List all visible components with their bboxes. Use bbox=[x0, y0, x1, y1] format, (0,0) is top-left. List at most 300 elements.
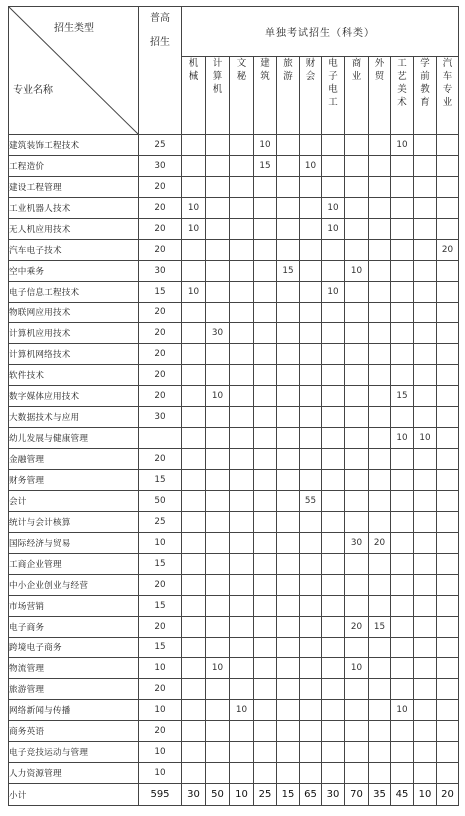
category-value bbox=[391, 616, 414, 637]
category-value bbox=[206, 574, 230, 595]
category-value bbox=[277, 302, 300, 323]
category-value bbox=[277, 742, 300, 763]
major-name: 电子商务 bbox=[9, 616, 139, 637]
category-value bbox=[206, 302, 230, 323]
category-value bbox=[254, 511, 277, 532]
category-header: 汽 车 专 业 bbox=[437, 57, 459, 135]
category-value bbox=[277, 135, 300, 156]
category-value bbox=[230, 658, 254, 679]
table-row bbox=[9, 428, 459, 449]
category-value bbox=[345, 763, 369, 784]
type-label: 招生类型 bbox=[54, 23, 94, 34]
category-value bbox=[369, 155, 391, 176]
category-value bbox=[437, 386, 459, 407]
general-exam-value: 15 bbox=[139, 637, 182, 658]
major-name: 工业机器人技术 bbox=[9, 197, 139, 218]
category-value: 10 bbox=[206, 386, 230, 407]
category-value bbox=[414, 470, 437, 491]
category-value bbox=[277, 428, 300, 449]
category-value bbox=[414, 637, 437, 658]
category-value bbox=[230, 176, 254, 197]
category-value bbox=[254, 218, 277, 239]
category-value: 10 bbox=[230, 700, 254, 721]
category-value bbox=[206, 239, 230, 260]
category-value bbox=[322, 658, 345, 679]
general-exam-value: 20 bbox=[139, 176, 182, 197]
category-header: 财 会 bbox=[300, 57, 322, 135]
major-name: 旅游管理 bbox=[9, 679, 139, 700]
category-value bbox=[322, 344, 345, 365]
general-exam-value: 20 bbox=[139, 449, 182, 470]
category-value bbox=[345, 470, 369, 491]
category-value bbox=[391, 155, 414, 176]
category-value: 50 bbox=[206, 784, 230, 806]
category-value bbox=[369, 365, 391, 386]
category-value: 20 bbox=[345, 616, 369, 637]
category-value bbox=[254, 490, 277, 511]
table-row bbox=[9, 365, 459, 386]
table-row bbox=[9, 239, 459, 260]
category-value bbox=[437, 155, 459, 176]
category-header: 文 秘 bbox=[230, 57, 254, 135]
category-value bbox=[300, 763, 322, 784]
category-value bbox=[437, 742, 459, 763]
major-name: 计算机应用技术 bbox=[9, 323, 139, 344]
category-value bbox=[414, 344, 437, 365]
category-value bbox=[369, 595, 391, 616]
general-exam-value: 15 bbox=[139, 553, 182, 574]
category-value bbox=[277, 553, 300, 574]
category-value bbox=[345, 679, 369, 700]
general-exam-value: 20 bbox=[139, 679, 182, 700]
category-value bbox=[391, 176, 414, 197]
major-name: 计算机网络技术 bbox=[9, 344, 139, 365]
category-value bbox=[182, 155, 206, 176]
category-value bbox=[254, 281, 277, 302]
category-value bbox=[182, 428, 206, 449]
category-value bbox=[369, 553, 391, 574]
category-value bbox=[414, 763, 437, 784]
category-value bbox=[369, 679, 391, 700]
category-value bbox=[206, 344, 230, 365]
category-value bbox=[206, 637, 230, 658]
category-value bbox=[206, 511, 230, 532]
category-value bbox=[254, 302, 277, 323]
category-value bbox=[391, 595, 414, 616]
major-name: 会计 bbox=[9, 490, 139, 511]
category-value bbox=[322, 470, 345, 491]
category-value bbox=[437, 365, 459, 386]
category-value bbox=[369, 281, 391, 302]
category-value bbox=[230, 449, 254, 470]
category-value bbox=[369, 260, 391, 281]
category-value bbox=[369, 449, 391, 470]
category-value bbox=[322, 323, 345, 344]
category-value bbox=[437, 302, 459, 323]
category-value bbox=[277, 511, 300, 532]
category-value bbox=[182, 365, 206, 386]
general-exam-value: 20 bbox=[139, 323, 182, 344]
major-name: 幼儿发展与健康管理 bbox=[9, 428, 139, 449]
category-value bbox=[414, 365, 437, 386]
category-header: 建 筑 bbox=[254, 57, 277, 135]
category-value bbox=[369, 763, 391, 784]
category-value bbox=[369, 323, 391, 344]
category-value bbox=[345, 637, 369, 658]
category-value bbox=[254, 763, 277, 784]
category-value bbox=[414, 176, 437, 197]
category-value bbox=[437, 679, 459, 700]
category-value bbox=[206, 176, 230, 197]
category-value bbox=[391, 323, 414, 344]
table-row bbox=[9, 302, 459, 323]
table-row bbox=[9, 574, 459, 595]
category-value bbox=[300, 511, 322, 532]
category-value bbox=[300, 260, 322, 281]
category-value bbox=[300, 344, 322, 365]
category-value bbox=[277, 532, 300, 553]
category-value bbox=[437, 616, 459, 637]
category-value bbox=[182, 721, 206, 742]
category-value bbox=[254, 386, 277, 407]
category-value bbox=[206, 700, 230, 721]
category-value bbox=[322, 239, 345, 260]
category-value: 10 bbox=[391, 428, 414, 449]
general-exam-value: 20 bbox=[139, 197, 182, 218]
category-value bbox=[300, 365, 322, 386]
category-value bbox=[414, 281, 437, 302]
category-value bbox=[369, 239, 391, 260]
category-value bbox=[277, 595, 300, 616]
table-row bbox=[9, 260, 459, 281]
category-value bbox=[369, 407, 391, 428]
major-name: 无人机应用技术 bbox=[9, 218, 139, 239]
table-row bbox=[9, 637, 459, 658]
category-value bbox=[437, 218, 459, 239]
category-value bbox=[277, 658, 300, 679]
category-value bbox=[391, 742, 414, 763]
category-value bbox=[277, 344, 300, 365]
category-value: 15 bbox=[254, 155, 277, 176]
category-value bbox=[322, 742, 345, 763]
category-value bbox=[345, 323, 369, 344]
category-value bbox=[437, 595, 459, 616]
category-value bbox=[391, 239, 414, 260]
category-value bbox=[254, 742, 277, 763]
category-header: 外 贸 bbox=[369, 57, 391, 135]
category-value bbox=[182, 323, 206, 344]
category-value bbox=[369, 197, 391, 218]
category-value bbox=[437, 135, 459, 156]
category-value bbox=[254, 176, 277, 197]
category-value bbox=[437, 553, 459, 574]
category-value bbox=[437, 176, 459, 197]
category-value bbox=[206, 135, 230, 156]
category-value: 10 bbox=[322, 218, 345, 239]
category-value bbox=[254, 428, 277, 449]
category-value bbox=[182, 260, 206, 281]
category-value bbox=[182, 700, 206, 721]
table-row bbox=[9, 135, 459, 156]
category-value bbox=[345, 449, 369, 470]
category-value: 10 bbox=[414, 784, 437, 806]
category-value bbox=[437, 532, 459, 553]
category-value bbox=[414, 679, 437, 700]
category-value bbox=[254, 407, 277, 428]
category-value bbox=[300, 637, 322, 658]
general-exam-value: 20 bbox=[139, 302, 182, 323]
category-value bbox=[369, 742, 391, 763]
category-value bbox=[182, 595, 206, 616]
category-value bbox=[345, 595, 369, 616]
category-value bbox=[230, 742, 254, 763]
category-value bbox=[300, 449, 322, 470]
category-value bbox=[230, 511, 254, 532]
category-value bbox=[414, 302, 437, 323]
category-value bbox=[369, 470, 391, 491]
table-row bbox=[9, 553, 459, 574]
general-exam-value: 25 bbox=[139, 135, 182, 156]
category-value bbox=[437, 470, 459, 491]
category-value: 30 bbox=[206, 323, 230, 344]
general-exam-value: 30 bbox=[139, 260, 182, 281]
table-row bbox=[9, 344, 459, 365]
category-value bbox=[277, 386, 300, 407]
category-value bbox=[277, 407, 300, 428]
category-value bbox=[182, 470, 206, 491]
category-value bbox=[206, 553, 230, 574]
major-name: 财务管理 bbox=[9, 470, 139, 491]
major-name: 金融管理 bbox=[9, 449, 139, 470]
category-value bbox=[437, 428, 459, 449]
category-value: 10 bbox=[182, 197, 206, 218]
category-value bbox=[206, 763, 230, 784]
category-value bbox=[345, 386, 369, 407]
general-exam-value: 20 bbox=[139, 218, 182, 239]
category-value bbox=[437, 490, 459, 511]
category-value bbox=[254, 239, 277, 260]
category-value bbox=[437, 323, 459, 344]
category-value bbox=[182, 239, 206, 260]
category-value bbox=[254, 700, 277, 721]
category-value bbox=[230, 553, 254, 574]
general-exam-value: 20 bbox=[139, 616, 182, 637]
general-exam-label: 普高招生 bbox=[150, 13, 170, 48]
category-value: 10 bbox=[300, 155, 322, 176]
category-value bbox=[277, 365, 300, 386]
general-exam-value: 10 bbox=[139, 658, 182, 679]
table-row bbox=[9, 721, 459, 742]
category-value: 10 bbox=[206, 658, 230, 679]
category-value bbox=[206, 449, 230, 470]
category-value bbox=[414, 490, 437, 511]
major-name: 电子竞技运动与管理 bbox=[9, 742, 139, 763]
category-value bbox=[322, 260, 345, 281]
category-value bbox=[414, 135, 437, 156]
category-value bbox=[414, 449, 437, 470]
general-exam-value: 20 bbox=[139, 721, 182, 742]
category-value bbox=[345, 302, 369, 323]
category-value bbox=[322, 616, 345, 637]
category-value bbox=[437, 721, 459, 742]
category-value: 10 bbox=[254, 135, 277, 156]
table-row bbox=[9, 658, 459, 679]
category-header: 商 业 bbox=[345, 57, 369, 135]
category-value bbox=[206, 742, 230, 763]
general-exam-value: 20 bbox=[139, 239, 182, 260]
table-row bbox=[9, 595, 459, 616]
category-value bbox=[437, 281, 459, 302]
category-value bbox=[277, 763, 300, 784]
category-value bbox=[322, 155, 345, 176]
category-value bbox=[322, 700, 345, 721]
general-exam-value: 10 bbox=[139, 700, 182, 721]
category-value bbox=[230, 260, 254, 281]
category-value bbox=[182, 449, 206, 470]
category-value bbox=[345, 574, 369, 595]
category-value bbox=[277, 281, 300, 302]
category-value bbox=[369, 302, 391, 323]
category-value bbox=[182, 742, 206, 763]
category-value bbox=[254, 449, 277, 470]
category-value bbox=[391, 637, 414, 658]
category-value bbox=[300, 470, 322, 491]
category-value bbox=[369, 658, 391, 679]
category-value bbox=[277, 239, 300, 260]
category-value: 30 bbox=[182, 784, 206, 806]
category-value bbox=[230, 721, 254, 742]
category-value bbox=[277, 176, 300, 197]
category-value bbox=[414, 616, 437, 637]
category-value bbox=[230, 763, 254, 784]
category-value bbox=[254, 616, 277, 637]
category-value bbox=[230, 470, 254, 491]
category-value bbox=[206, 470, 230, 491]
general-exam-value: 595 bbox=[139, 784, 182, 806]
enrollment-table bbox=[8, 6, 459, 806]
category-value bbox=[182, 616, 206, 637]
category-value bbox=[414, 218, 437, 239]
general-exam-value: 10 bbox=[139, 532, 182, 553]
category-value bbox=[437, 511, 459, 532]
general-exam-value: 20 bbox=[139, 365, 182, 386]
category-value: 10 bbox=[345, 260, 369, 281]
category-value bbox=[391, 365, 414, 386]
category-value bbox=[230, 323, 254, 344]
category-value bbox=[322, 135, 345, 156]
category-value bbox=[437, 658, 459, 679]
category-value: 20 bbox=[437, 784, 459, 806]
general-exam-value: 20 bbox=[139, 574, 182, 595]
table-row bbox=[9, 176, 459, 197]
category-value bbox=[300, 176, 322, 197]
major-name: 物联网应用技术 bbox=[9, 302, 139, 323]
category-value bbox=[230, 155, 254, 176]
category-value bbox=[254, 532, 277, 553]
category-value bbox=[322, 365, 345, 386]
category-value bbox=[345, 553, 369, 574]
separate-exam-header: 单独考试招生（科类） bbox=[182, 7, 459, 57]
category-value bbox=[300, 218, 322, 239]
category-value bbox=[437, 197, 459, 218]
major-name: 国际经济与贸易 bbox=[9, 532, 139, 553]
category-value bbox=[322, 428, 345, 449]
category-value: 10 bbox=[345, 658, 369, 679]
category-value bbox=[322, 386, 345, 407]
category-value bbox=[206, 616, 230, 637]
category-value bbox=[230, 197, 254, 218]
major-name: 电子信息工程技术 bbox=[9, 281, 139, 302]
category-value bbox=[322, 721, 345, 742]
category-value bbox=[414, 700, 437, 721]
category-value bbox=[437, 260, 459, 281]
category-value bbox=[369, 700, 391, 721]
major-name: 软件技术 bbox=[9, 365, 139, 386]
category-value: 15 bbox=[369, 616, 391, 637]
category-value bbox=[277, 449, 300, 470]
category-value bbox=[300, 553, 322, 574]
category-value bbox=[414, 511, 437, 532]
category-value bbox=[277, 155, 300, 176]
category-value bbox=[182, 511, 206, 532]
table-row bbox=[9, 616, 459, 637]
category-value bbox=[414, 721, 437, 742]
general-exam-value: 15 bbox=[139, 595, 182, 616]
general-exam-value: 25 bbox=[139, 511, 182, 532]
category-value bbox=[182, 135, 206, 156]
major-name: 中小企业创业与经营 bbox=[9, 574, 139, 595]
category-value: 35 bbox=[369, 784, 391, 806]
category-value bbox=[369, 176, 391, 197]
major-name: 工商企业管理 bbox=[9, 553, 139, 574]
category-value bbox=[254, 721, 277, 742]
category-value bbox=[437, 637, 459, 658]
category-value bbox=[437, 574, 459, 595]
category-value bbox=[230, 637, 254, 658]
category-value bbox=[230, 532, 254, 553]
general-exam-value: 10 bbox=[139, 763, 182, 784]
table-row bbox=[9, 386, 459, 407]
category-value bbox=[182, 302, 206, 323]
category-value bbox=[230, 365, 254, 386]
category-value bbox=[300, 135, 322, 156]
major-name: 数字媒体应用技术 bbox=[9, 386, 139, 407]
category-header: 学 前 教 育 bbox=[414, 57, 437, 135]
category-value bbox=[345, 511, 369, 532]
general-exam-value: 20 bbox=[139, 386, 182, 407]
major-name: 汽车电子技术 bbox=[9, 239, 139, 260]
major-name: 统计与会计核算 bbox=[9, 511, 139, 532]
category-value bbox=[182, 386, 206, 407]
category-value bbox=[206, 260, 230, 281]
category-value bbox=[369, 344, 391, 365]
category-value bbox=[300, 197, 322, 218]
category-value: 20 bbox=[437, 239, 459, 260]
category-value bbox=[254, 197, 277, 218]
category-value bbox=[254, 637, 277, 658]
major-name: 建设工程管理 bbox=[9, 176, 139, 197]
category-value: 20 bbox=[369, 532, 391, 553]
category-value bbox=[206, 532, 230, 553]
major-name: 跨境电子商务 bbox=[9, 637, 139, 658]
category-value: 65 bbox=[300, 784, 322, 806]
category-value bbox=[369, 428, 391, 449]
category-value bbox=[300, 679, 322, 700]
major-name: 空中乘务 bbox=[9, 260, 139, 281]
category-value bbox=[230, 135, 254, 156]
category-value bbox=[300, 428, 322, 449]
category-value bbox=[277, 323, 300, 344]
